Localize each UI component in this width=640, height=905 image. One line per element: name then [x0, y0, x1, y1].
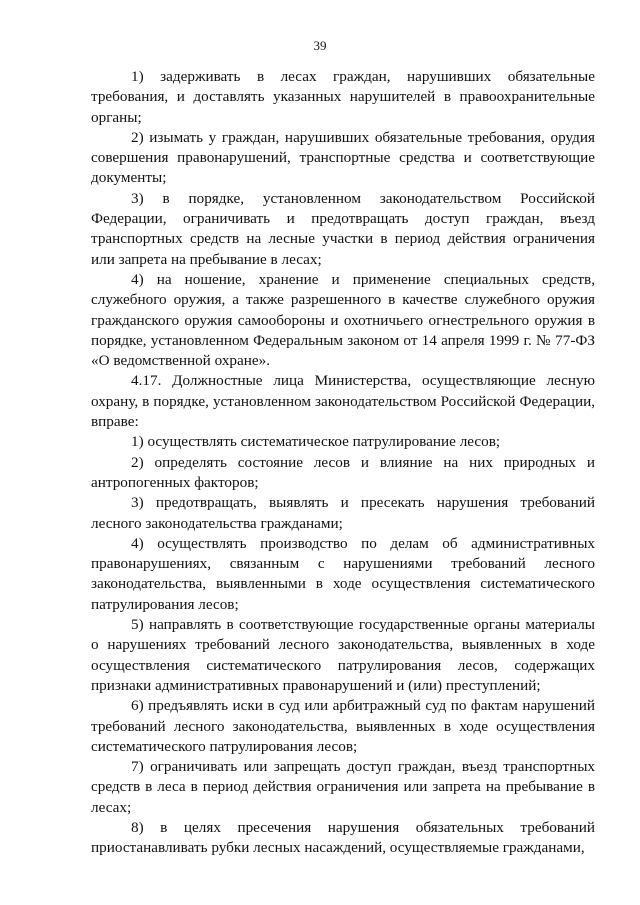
- paragraph-detain-citizens: 1) задерживать в лесах граждан, нарушивших обязательные требования, и доставлять указанных нарушителей в правоохранительные органы;: [91, 68, 595, 126]
- document-body: [91, 67, 595, 859]
- paragraph-seize-tools: 2) изымать у граждан, нарушивших обязательные требования, орудия совершения правонарушений, транспортные средства и соответствующие документы;: [91, 128, 595, 187]
- paragraph-special-means: 4) на ношение, хранение и применение специальных средств, служебного оружия, а также разрешенного в качестве служебного оружия гражданского оружия самообороны и охотничьего огнестрельного оружия в порядке, установленном Федеральным законом от 14 апреля 1999 г. № 77-ФЗ «О ведомственной охране».: [91, 270, 595, 370]
- paragraph-forest-state: 2) определять состояние лесов и влияние на них природных и антропогенных факторов;: [91, 453, 595, 491]
- paragraph-restrict-access: 3) в порядке, установленном законодательством Российской Федерации, ограничивать и предотвращать доступ граждан, въезд транспортных средств на лесные участки в период действия ограничения или запрета на пребывание в лесах;: [91, 189, 595, 268]
- paragraph-send-materials: 5) направлять в соответствующие государственные органы материалы о нарушениях требований лесного законодательства, выявленных в ходе осуществления систематического патрулирования лесов, содержащих признаки административных правонарушений и (или) преступлений;: [91, 616, 595, 694]
- page-number: 39: [313, 38, 327, 53]
- paragraph-patrol: 1) осуществлять систематическое патрулирование лесов;: [131, 433, 501, 451]
- paragraph-administrative-cases: 4) осуществлять производство по делам об административных правонарушениях, связанным с нарушениями требований лесного законодательства, выявленными в ходе осуществления систематического патрулирования лесов;: [91, 534, 595, 613]
- paragraph-prevent-violations: 3) предотвращать, выявлять и пресекать нарушения требований лесного законодательства гражданами;: [91, 494, 595, 532]
- paragraph-suspend-logging: 8) в целях пресечения нарушения обязательных требований приостанавливать рубки лесных насаждений, осуществляемые гражданами,: [91, 818, 595, 857]
- paragraph-limit-entry: 7) ограничивать или запрещать доступ граждан, въезд транспортных средств в леса в период действия ограничения или запрета на пребывание в лесах;: [91, 758, 595, 816]
- paragraph-section-4-17: 4.17. Должностные лица Министерства, осуществляющие лесную охрану, в порядке, установленном законодательством Российской Федерации, вправе:: [91, 372, 595, 431]
- paragraph-file-lawsuits: 6) предъявлять иски в суд или арбитражный суд по фактам нарушений требований лесного законодательства, выявленных в ходе осуществления систематического патрулирования лесов;: [91, 697, 595, 755]
